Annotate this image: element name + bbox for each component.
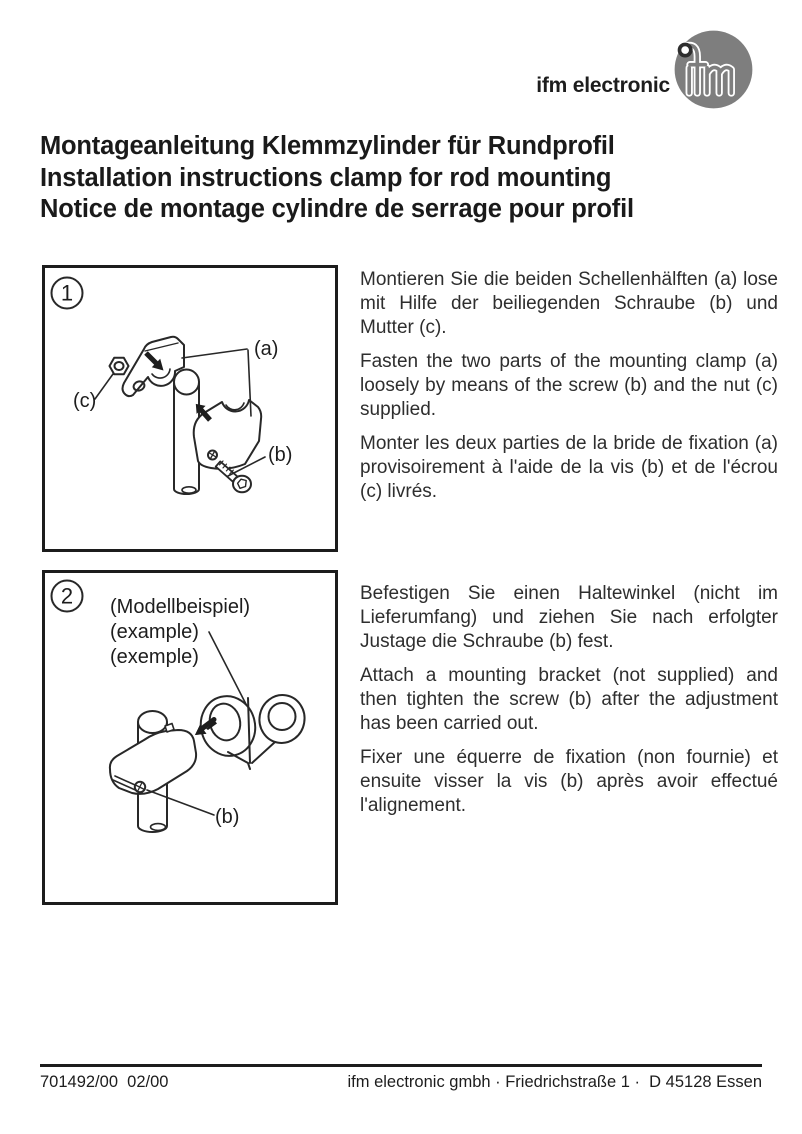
label-a: (a) [254, 338, 279, 360]
step-number: 2 [60, 583, 74, 609]
company-address: ifm electronic gmbh · Friedrichstraße 1 · D 45128 Essen [347, 1073, 762, 1091]
bracket-right-ring [256, 691, 309, 746]
step-2-text-de: Befestigen Sie einen Haltewinkel (nicht im Lieferumfang) und ziehen Sie nach erfolgter Justage die Schraube (b) fest. [360, 583, 778, 652]
step-1-text-fr: Monter les deux parties de la bride de fixation (a) provisoirement à l'aide de la vis (b) et de l'écrou (c) livrés. [360, 433, 778, 502]
page-title [40, 131, 762, 226]
label-c: (c) [73, 390, 97, 412]
document-number: 701492/00 02/00 [40, 1073, 169, 1091]
figure-caption-de: (Modellbeispiel) [110, 596, 251, 618]
step-1-text-de: Montieren Sie die beiden Schellenhälften (a) lose mit Hilfe der beiliegenden Schraube (b) und Mutter (c). [360, 269, 778, 338]
footer [40, 1073, 762, 1092]
step-1-text-en: Fasten the two parts of the mounting clamp (a) loosely by means of the screw (b) and the nut (c) supplied. [360, 351, 778, 420]
diagram-bracket-mounting [45, 573, 335, 902]
brand-text: ifm electronic [536, 74, 670, 97]
label-b: (b) [268, 444, 293, 466]
logo-dot-ring [679, 44, 690, 55]
step-2-text-fr: Fixer une équerre de fixation (non fournie) et ensuite visser la vis (b) après avoir effectué l'alignement. [360, 747, 778, 816]
title-line-de: Montageanleitung Klemmzylinder für Rundprofil [40, 132, 615, 160]
title-line-en: Installation instructions clamp for rod mounting [40, 163, 612, 192]
footer-divider [40, 1064, 762, 1067]
figure-caption-en: (example) [110, 621, 199, 643]
figure-step-1 [42, 265, 338, 552]
step-2-instructions [360, 582, 778, 828]
nut [110, 358, 129, 374]
title-line-fr: Notice de montage cylindre de serrage pour profil [40, 195, 634, 223]
step-1-instructions [360, 268, 778, 514]
diagram-clamp-assembly [45, 268, 335, 549]
figure-step-2 [42, 570, 338, 905]
figure-caption-fr: (exemple) [110, 646, 199, 668]
step-number: 1 [60, 280, 74, 306]
label-b: (b) [215, 806, 240, 828]
ifm-logo-icon [673, 29, 754, 110]
step-2-text-en: Attach a mounting bracket (not supplied) and then tighten the screw (b) after the adjustment has been carried out. [360, 665, 778, 734]
